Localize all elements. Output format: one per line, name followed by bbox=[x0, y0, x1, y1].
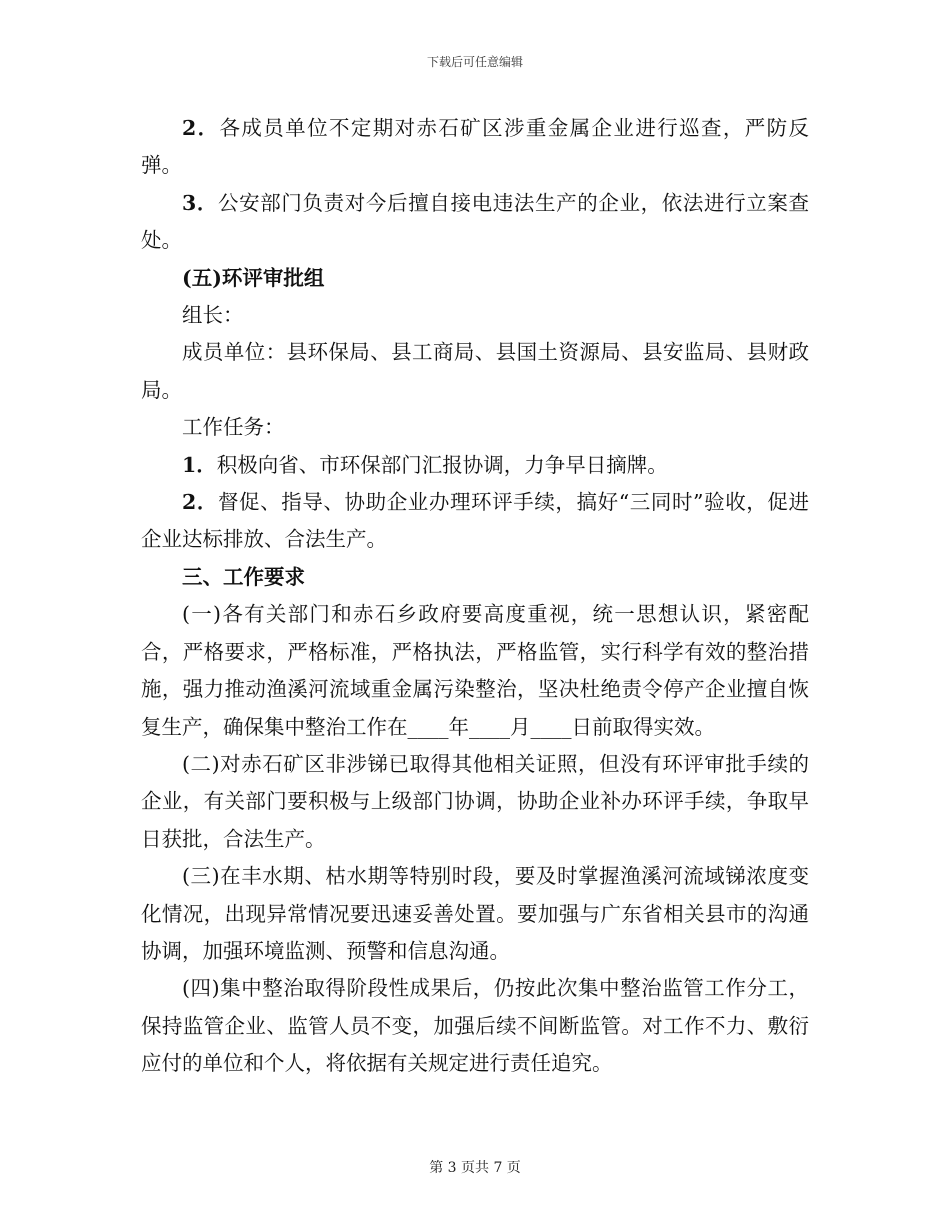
item-text: 各成员单位不定期对赤石矿区涉重金属企业进行巡查，严防反弹。 bbox=[141, 116, 809, 178]
item-number: 2． bbox=[182, 490, 218, 515]
document-body bbox=[141, 110, 809, 1083]
task-item-1 bbox=[141, 447, 809, 484]
page-header: 下载后可任意编辑 bbox=[426, 55, 523, 69]
item-number: 3． bbox=[182, 190, 219, 215]
task-item-2 bbox=[141, 484, 809, 559]
item-number: 1． bbox=[182, 452, 217, 477]
page-number-footer: 第 3 页共 7 页 bbox=[429, 1160, 521, 1176]
requirement-paragraph-1: (一)各有关部门和赤石乡政府要高度重视，统一思想认识，紧密配合，严格要求，严格标准，严格执法，严格监管，实行科学有效的整治措施，强力推动渔溪河流域重金属污染整治，坚决杜绝责令停产企业擅自恢复生产，确保集中整治工作在____年____月____日前取得实效。 bbox=[141, 602, 809, 739]
item-number: 2． bbox=[182, 116, 220, 140]
section-heading-eia-group: (五)环评审批组 bbox=[182, 265, 325, 290]
member-units-paragraph: 成员单位：县环保局、县工商局、县国土资源局、县安监局、县财政局。 bbox=[141, 340, 809, 402]
item-text: 公安部门负责对今后擅自接电违法生产的企业，依法进行立案查处。 bbox=[141, 190, 810, 253]
group-leader-line: 组长： bbox=[182, 303, 244, 328]
work-tasks-label: 工作任务： bbox=[182, 415, 285, 440]
requirement-paragraph-3: (三)在丰水期、枯水期等特别时段，要及时掌握渔溪河流域锑浓度变化情况，出现异常情况要迅速妥善处置。要加强与广东省相关县市的沟通协调，加强环境监测、预警和信息沟通。 bbox=[141, 864, 809, 963]
list-item-2 bbox=[141, 110, 809, 185]
requirement-paragraph-2: (二)对赤石矿区非涉锑已取得其他相关证照，但没有环评审批手续的企业，有关部门要积极与上级部门协调，协助企业补办环评手续，争取早日获批，合法生产。 bbox=[141, 751, 809, 851]
list-item-3 bbox=[141, 185, 809, 260]
item-text: 督促、指导、协助企业办理环评手续，搞好“三同时”验收，促进企业达标排放、合法生产。 bbox=[141, 490, 809, 552]
section-heading-work-requirements: 三、工作要求 bbox=[182, 564, 305, 589]
requirement-paragraph-4: (四)集中整治取得阶段性成果后，仍按此次集中整治监管工作分工，保持监管企业、监管人员不变，加强后续不间断监管。对工作不力、敷衍应付的单位和个人，将依据有关规定进行责任追究。 bbox=[141, 976, 809, 1076]
item-text: 积极向省、市环保部门汇报协调，力争早日摘牌。 bbox=[216, 452, 668, 477]
